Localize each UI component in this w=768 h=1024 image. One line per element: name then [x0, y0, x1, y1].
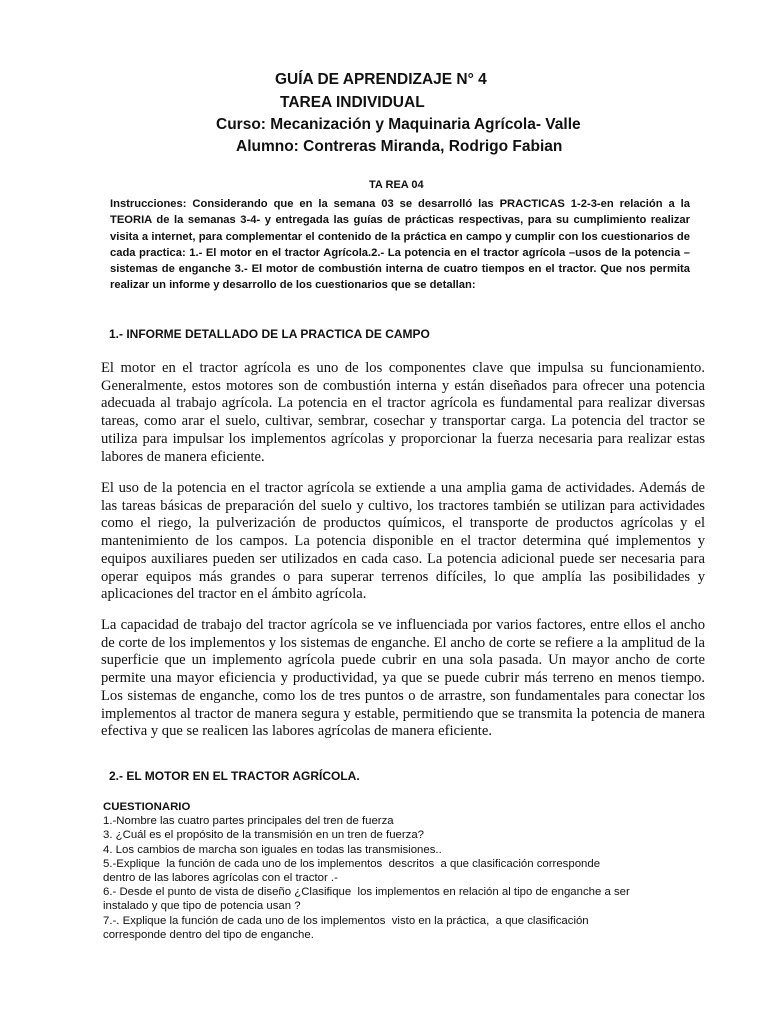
task-code: TA REA 04 — [369, 179, 424, 191]
course-line: Curso: Mecanización y Maquinaria Agrícola- Valle — [216, 116, 581, 133]
instructions-text: Instrucciones: Considerando que en la semana 03 se desarrolló las PRACTICAS 1-2-3-en relación a la TEORIA de la semanas 3-4- y entregada las guías de prácticas respectivas, para su cumplimiento realizar visita a internet, para complementar el contenido de la práctica en campo y cumplir con los cuestionarios de cada practica: 1.- El motor en el tractor Agrícola.2.- La potencia en el tractor agrícola –usos de la potencia –sistemas de enganche 3.- El motor de combustión interna de cuatro tiempos en el tractor. Que nos permita realizar un informe y desarrollo de los cuestionarios que se detallan: — [110, 198, 690, 292]
paragraph-potencia-uso: El uso de la potencia en el tractor agrícola se extiende a una amplia gama de actividades. Además de las tareas básicas de preparación del suelo y cultivo, los tractores también se utilizan para actividades como el riego, la pulverización de productos químicos, el transporte de productos agrícolas y el mantenimiento de los campos. La potencia disponible en el tractor determina qué implementos y equipos auxiliares pueden ser utilizados en cada caso. La potencia adicional puede ser necesaria para operar equipos más grandes o para superar terrenos difíciles, lo que amplía las posibilidades y aplicaciones del tractor en el ámbito agrícola. — [101, 480, 705, 603]
question-line: corresponde dentro del tipo de enganche. — [103, 928, 314, 941]
question-line: 5.-Explique la función de cada uno de los implementos descritos a que clasificación corresponde — [103, 857, 601, 870]
question-line: 4. Los cambios de marcha son iguales en todas las transmisiones.. — [103, 843, 442, 856]
question-line: 3. ¿Cuál es el propósito de la transmisión en un tren de fuerza? — [103, 829, 425, 842]
paragraph-motor: El motor en el tractor agrícola es uno de los componentes clave que impulsa su funcionamiento. Generalmente, estos motores son de combustión interna y están diseñados para ofrecer una potencia adecuada al trabajo agrícola. La potencia en el tractor agrícola es fundamental para realizar diversas tareas, como arar el suelo, cultivar, sembrar, cosechar y transportar carga. La potencia del tractor se utiliza para impulsar los implementos agrícolas y proporcionar la fuerza necesaria para realizar estas labores de manera eficiente. — [101, 360, 705, 465]
questionnaire — [103, 800, 723, 942]
section1-title: 1.- INFORME DETALLADO DE LA PRACTICA DE CAMPO — [109, 327, 430, 341]
question-line: 1.-Nombre las cuatro partes principales del tren de fuerza — [103, 815, 394, 828]
paragraph-capacidad-trabajo: La capacidad de trabajo del tractor agrícola se ve influenciada por varios factores, entre ellos el ancho de corte de los implementos y los sistemas de enganche. El ancho de corte se refiere a la amplitud de la superficie que un implemento agrícola puede cubrir en una sola pasada. Un mayor ancho de corte permite una mayor eficiencia y productividad, ya que se puede cubrir más terreno en menos tiempo. Los sistemas de enganche, como los de tres puntos o de arrastre, son fundamentales para conectar los implementos al tractor de manera segura y estable, permitiendo que se transmita la potencia de manera efectiva y que se realicen las labores agrícolas de manera eficiente. — [101, 617, 705, 740]
section2-title: 2.- EL MOTOR EN EL TRACTOR AGRÍCOLA. — [109, 769, 360, 783]
question-line: 6.- Desde el punto de vista de diseño ¿Clasifique los implementos en relación al tipo de enganche a ser — [103, 886, 630, 899]
guide-title: GUÍA DE APRENDIZAJE N° 4 — [275, 71, 487, 88]
question-line: instalado y que tipo de potencia usan ? — [103, 900, 301, 913]
question-line: 7.-. Explique la función de cada uno de los implementos visto en la práctica, a que clasificación — [103, 914, 589, 927]
task-title: TAREA INDIVIDUAL — [280, 94, 425, 111]
question-line: dentro de las labores agrícolas con el tractor .- — [103, 872, 338, 885]
questionnaire-heading: CUESTIONARIO — [103, 801, 191, 813]
student-line: Alumno: Contreras Miranda, Rodrigo Fabian — [236, 138, 563, 155]
